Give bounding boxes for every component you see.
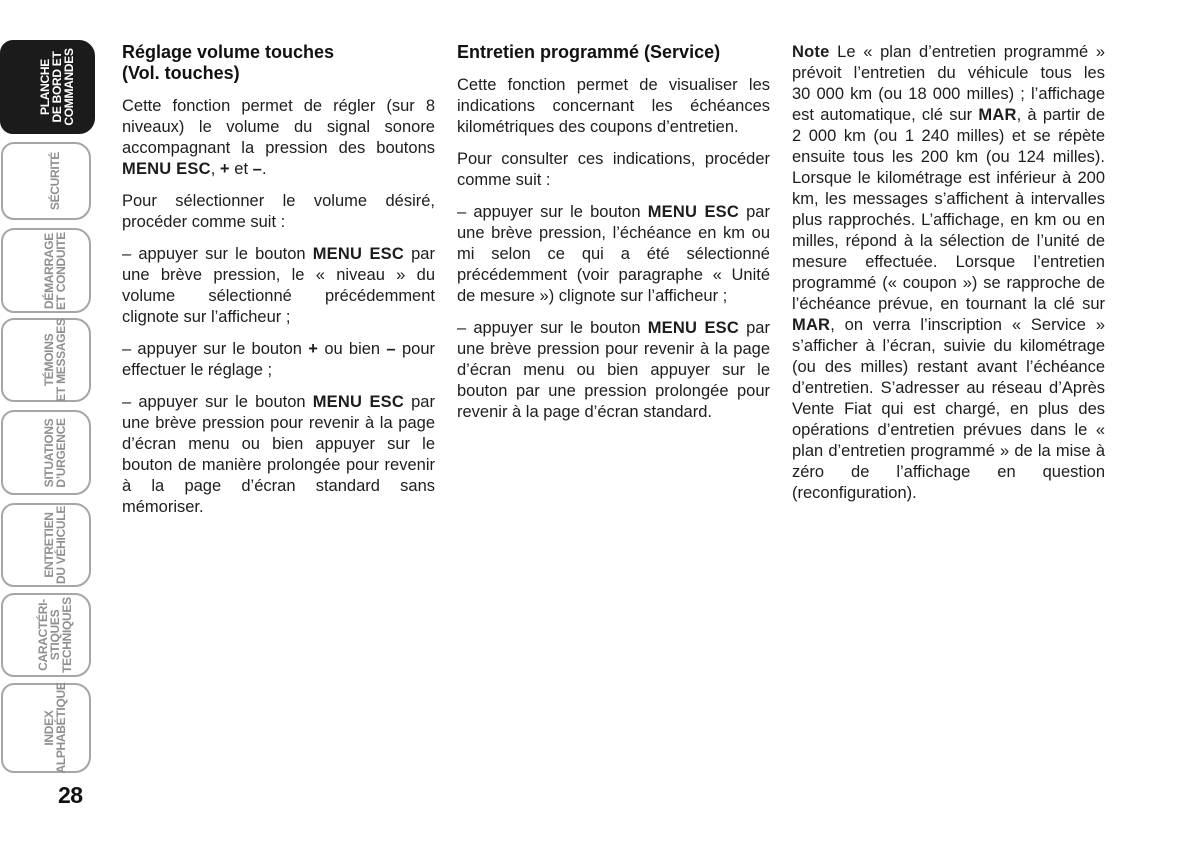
paragraph: – appuyer sur le bouton MENU ESC par une brève pression pour revenir à la page d’écran menu ou bien appuyer sur le bouton de manière prolongée pour revenir à la page d’écran standard sans mémoriser. <box>122 393 435 516</box>
paragraph: – appuyer sur le bouton + ou bien – pour effectuer le réglage ; <box>122 340 435 379</box>
sidebar-tab-label: TÉMOINS ET MESSAGES <box>41 318 68 402</box>
chapter-tab-sidebar <box>0 0 110 845</box>
sidebar-tab-entretien-du-vehicule <box>1 503 91 587</box>
page-number: 28 <box>58 782 83 808</box>
paragraph: Note Le « plan d’entretien programmé » prévoit l’entretien du véhicule tous les 30 000 km (ou 18 000 milles) ; l’affichage est automatique, clé sur MAR, à partir de 2 000 km (ou 1 240 milles) et se répète ensuite tous les 200 km (ou 124 milles). Lorsque le kilométrage est inférieur à 200 km, les messages s’affichent à intervalles plus rapprochés. L’affichage, en km ou en milles, répond à la sélection de l’unité de mesure effectuée. Lorsque l’entretien programmé (« coupon ») se rapproche de l’échéance prévue, en tournant la clé sur MAR, on verra l’inscription « Service » s’afficher à l’écran, suivie du kilométrage (ou des milles) restant avant l’échéance d’entretien. S’adresser au réseau d’Après Vente Fiat qui est chargé, en plus des opérations d’entretien prévues dans le « plan d’entretien programmé » de la mise à zéro de l’affichage en question (reconfiguration). <box>792 43 1105 502</box>
sidebar-tab-caracteristiques-techniques <box>1 593 91 677</box>
sidebar-tab-label: INDEX ALPHABÉTIQUE <box>41 682 68 774</box>
sidebar-tab-label: PLANCHE DE BORD ET COMMANDES <box>37 48 76 126</box>
paragraph: Cette fonction permet de régler (sur 8 niveaux) le volume du signal sonore accompagnant la pression des boutons MENU ESC, + et –. <box>122 97 435 178</box>
sidebar-tab-situations-d-urgence <box>1 410 91 495</box>
sidebar-tab-planche-de-bord-et-commandes <box>0 40 95 134</box>
text-column-2 <box>457 42 770 529</box>
paragraph: – appuyer sur le bouton MENU ESC par une brève pression, l’échéance en km ou mi selon ce qui a été sélectionné précédemment (voir paragraphe « Unité de mesure ») clignote sur l’afficheur ; <box>457 203 770 305</box>
sidebar-tab-securite <box>1 142 91 220</box>
paragraph: Pour sélectionner le volume désiré, procéder comme suit : <box>122 192 435 231</box>
paragraph: Pour consulter ces indications, procéder comme suit : <box>457 150 770 189</box>
page-columns <box>122 42 1105 529</box>
sidebar-tab-label: DÉMARRAGE ET CONDUITE <box>41 231 68 310</box>
section-heading: Entretien programmé (Service) <box>457 42 721 62</box>
sidebar-tab-demarrage-et-conduite <box>1 228 91 313</box>
sidebar-tab-index-alphabetique <box>1 683 91 773</box>
section-heading: Réglage volume touches (Vol. touches) <box>122 42 335 83</box>
sidebar-tab-label: SÉCURITÉ <box>47 151 62 211</box>
text-column-3 <box>792 42 1105 529</box>
sidebar-tab-label: SITUATIONS D’URGENCE <box>41 417 68 488</box>
sidebar-tab-label: CARACTÉRI- STIQUES TECHNIQUES <box>35 597 74 673</box>
sidebar-tab-temoins-et-messages <box>1 318 91 402</box>
paragraph: – appuyer sur le bouton MENU ESC par une brève pression pour revenir à la page d’écran menu ou bien appuyer sur le bouton par une pression prolongée pour revenir à la page d’écran standard. <box>457 319 770 421</box>
text-column-1 <box>122 42 435 529</box>
paragraph: – appuyer sur le bouton MENU ESC par une brève pression, le « niveau » du volume sélectionné précédemment clignote sur l’afficheur ; <box>122 245 435 326</box>
sidebar-tab-label: ENTRETIEN DU VÉHICULE <box>41 505 68 585</box>
paragraph: Cette fonction permet de visualiser les indications concernant les échéances kilométriques des coupons d’entretien. <box>457 76 770 136</box>
